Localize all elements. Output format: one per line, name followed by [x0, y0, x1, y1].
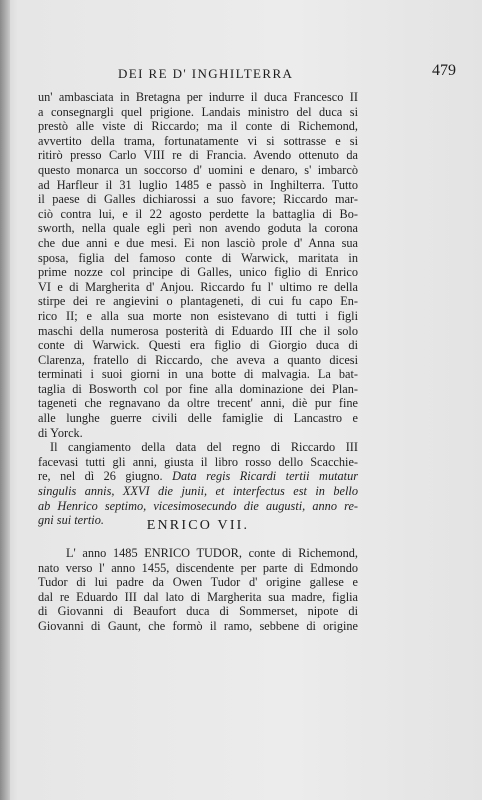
- text-line: tageneti che regnavano da oltre trecent' anni, diè pur fine: [38, 396, 358, 411]
- text-line: nato verso l' anno 1455, discendente per parte di Edmondo: [38, 560, 358, 575]
- page-gutter-shadow: [0, 0, 10, 800]
- text-line: ad Harfleur il 31 luglio 1485 e passò in Inghilterra. Tutto: [38, 177, 358, 192]
- text-line: prime nozze col principe di Galles, unico figlio di Enrico: [38, 265, 358, 280]
- text-line: Tudor di lui padre da Owen Tudor d' origine gallese e: [38, 575, 358, 590]
- text-fragment: re, nel dì 26 giugno.: [38, 469, 163, 484]
- latin-quote-line: gni sui tertio.: [38, 513, 104, 528]
- text-line: ciò contra lui, e il 22 agosto perdette la battaglia di Bo-: [38, 206, 358, 221]
- body-text-section: [38, 546, 358, 634]
- section-heading: ENRICO VII.: [146, 518, 250, 533]
- latin-quote: Data regis Ricardi tertii mutatur: [172, 469, 359, 484]
- text-line: questo monarca un soccorso d' uomini e denaro, s' imbarcò: [38, 162, 358, 177]
- text-line: Giovanni di Gaunt, che formò il ramo, sebbene di origine: [38, 618, 358, 633]
- text-line: stirpe dei re angievini o plantageneti, di cui fu capo En-: [38, 294, 358, 309]
- text-line: ritirò presso Carlo VIII re di Francia. Avendo ottenuto da: [38, 148, 358, 163]
- body-text: [38, 90, 358, 528]
- text-line: taglia di Bosworth col por fine alla dominazione dei Plan-: [38, 381, 358, 396]
- text-line: prestò alle viste di Riccardo; ma il conte di Richemond,: [38, 119, 358, 134]
- text-line: conte di Warwick. Questi era figlio di Giorgio duca di: [38, 338, 358, 353]
- page-number: 479: [432, 62, 456, 79]
- text-line: alle lunghe guerre civili delle famiglie di Lancastro e: [38, 411, 358, 426]
- running-head: DEI RE D' INGHILTERRA: [118, 66, 294, 81]
- text-line: terminati i suoi giorni in una botte di malvagia. La bat-: [38, 367, 358, 382]
- text-line: dal re Eduardo III dal lato di Margherita sua madre, figlia: [38, 589, 358, 604]
- latin-quote-line: singulis annis, XXVI die junii, et interfectus est in bello: [38, 484, 358, 499]
- text-line: rico II; e alla sua morte non esistevano di tutti i figli: [38, 308, 358, 323]
- text-line: avvertito della trama, fortunatamente vi si sottrasse e si: [38, 133, 358, 148]
- text-line: VI e di Margherita d' Anjou. Riccardo fu l' ultimo re della: [38, 279, 358, 294]
- text-line: [38, 469, 358, 484]
- paragraph: [38, 90, 358, 440]
- text-line: a consegnargli quel prigione. Landais ministro del duca si: [38, 104, 358, 119]
- text-line: Clarenza, fratello di Riccardo, che aveva a quanto dicesi: [38, 352, 358, 367]
- text-line: che due anni e due mesi. Ei non lasciò prole d' Anna sua: [38, 235, 358, 250]
- text-line: un' ambasciata in Bretagna per indurre il duca Francesco II: [38, 90, 358, 104]
- text-line: sposa, figlia del famoso conte di Warwick, maritata in: [38, 250, 358, 265]
- paragraph: [38, 440, 358, 528]
- text-line: di Giovanni di Beaufort duca di Sommerset, nipote di: [38, 604, 358, 619]
- text-line: il paese di Galles dichiarossi a suo favore; Riccardo mar-: [38, 192, 358, 207]
- latin-quote-line: ab Henrico septimo, vicesimosecundo die augusti, anno re-: [38, 498, 358, 513]
- text-line: L' anno 1485 ENRICO TUDOR, conte di Richemond,: [66, 546, 358, 560]
- text-line: maschi della numerosa posterità di Eduardo III che il solo: [38, 323, 358, 338]
- text-line: sworth, nella quale egli perì non avendo goduta la corona: [38, 221, 358, 236]
- text-line: facevasi tutti gli anni, giusta il libro rosso dello Scacchie-: [38, 454, 358, 469]
- text-line: di Yorck.: [38, 425, 83, 440]
- text-line: Il cangiamento della data del regno di Riccardo III: [50, 440, 358, 455]
